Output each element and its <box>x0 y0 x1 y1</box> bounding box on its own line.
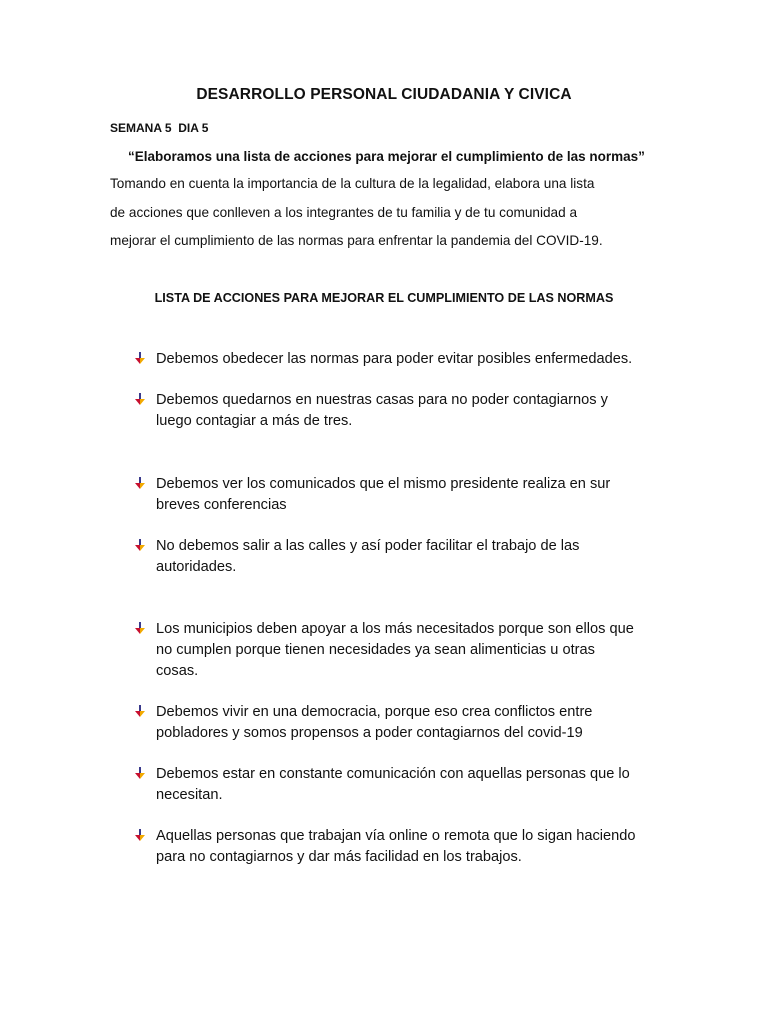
arrow-down-bullet-icon <box>134 539 146 551</box>
action-text: No debemos salir a las calles y así poder facilitar el trabajo de las autoridades. <box>156 538 580 575</box>
action-text: Debemos obedecer las normas para poder evitar posibles enfermedades. <box>156 351 633 367</box>
instruction-line: Tomando en cuenta la importancia de la cultura de la legalidad, elabora una lista <box>110 176 595 191</box>
activity-title: “Elaboramos una lista de acciones para mejorar el cumplimiento de las normas” <box>128 149 645 164</box>
action-text: Los municipios deben apoyar a los más necesitados porque son ellos que no cumplen porque tienen necesidades ya sean alimenticias u otras cosas. <box>156 621 634 679</box>
document-title: DESARROLLO PERSONAL CIUDADANIA Y CIVICA <box>196 86 572 103</box>
action-text: Debemos ver los comunicados que el mismo presidente realiza en sur breves conferencias <box>156 476 611 513</box>
instruction-line: mejorar el cumplimiento de las normas para enfrentar la pandemia del COVID-19. <box>110 233 603 248</box>
arrow-down-bullet-icon <box>134 477 146 489</box>
action-text: Aquellas personas que trabajan vía online o remota que lo sigan haciendo para no contagiarnos y dar más facilidad en los trabajos. <box>156 828 636 865</box>
arrow-down-bullet-icon <box>134 767 146 779</box>
arrow-down-bullet-icon <box>134 829 146 841</box>
arrow-down-bullet-icon <box>134 622 146 634</box>
action-text: Debemos estar en constante comunicación con aquellas personas que lo necesitan. <box>156 766 630 803</box>
week-day-label: SEMANA 5 DIA 5 <box>110 121 209 135</box>
action-text: Debemos vivir en una democracia, porque eso crea conflictos entre pobladores y somos propensos a poder contagiarnos del covid-19 <box>156 704 593 741</box>
arrow-down-bullet-icon <box>134 352 146 364</box>
list-title: LISTA DE ACCIONES PARA MEJORAR EL CUMPLIMIENTO DE LAS NORMAS <box>154 291 614 305</box>
arrow-down-bullet-icon <box>134 705 146 717</box>
instruction-line: de acciones que conlleven a los integrantes de tu familia y de tu comunidad a <box>110 205 578 220</box>
action-text: Debemos quedarnos en nuestras casas para no poder contagiarnos y luego contagiar a más de tres. <box>156 392 608 429</box>
arrow-down-bullet-icon <box>134 393 146 405</box>
